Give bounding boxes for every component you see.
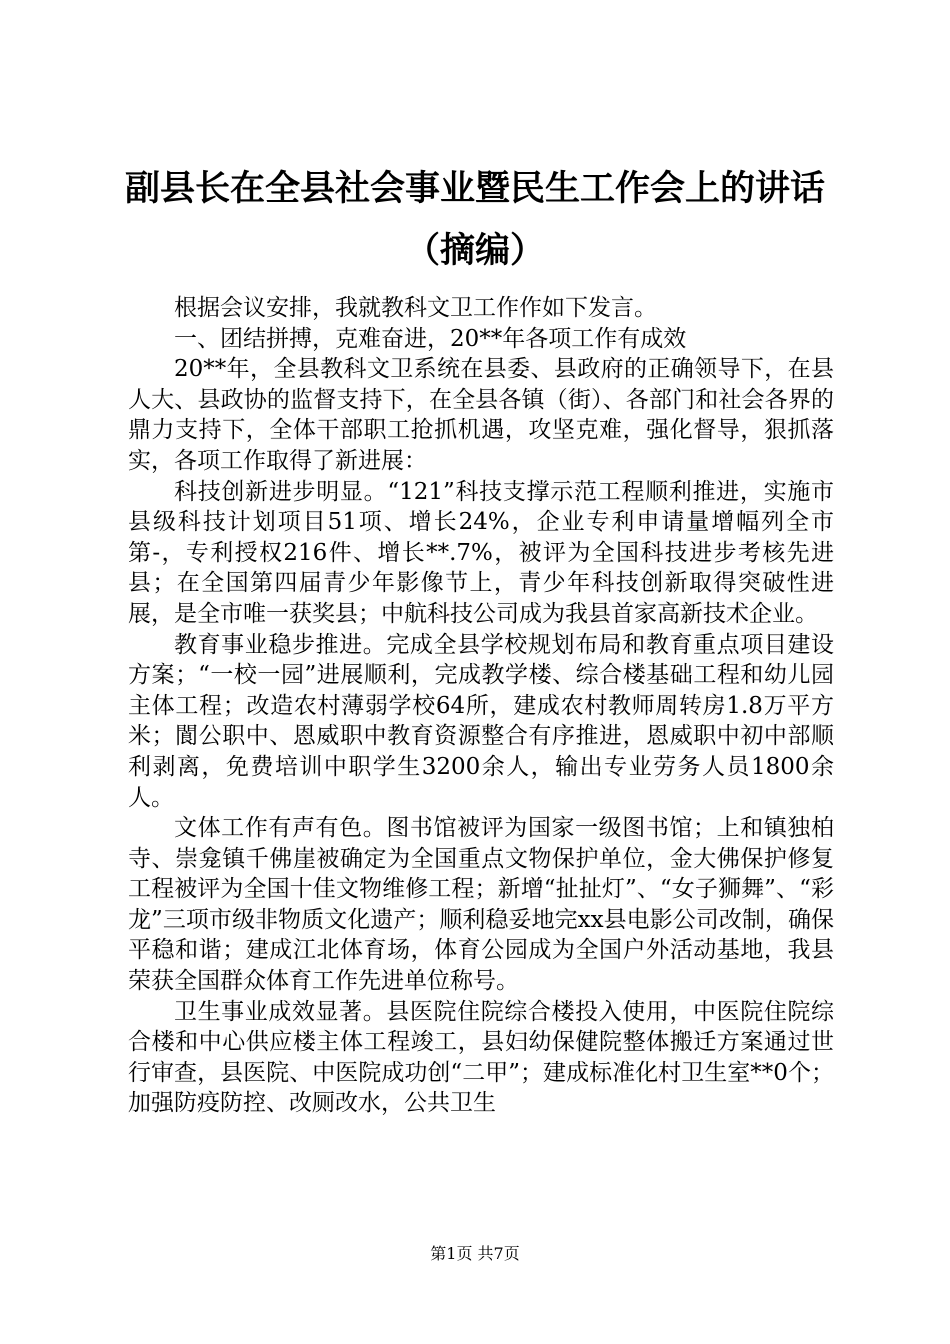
section-heading-1: 一、团结拼搏，克难奋进，20**年各项工作有成效 — [174, 325, 687, 352]
page-footer: 第1页 共7页 — [430, 1244, 520, 1263]
title-line-2: （摘编） — [404, 230, 545, 271]
document-title — [100, 158, 850, 282]
paragraph-science: 科技创新进步明显。“121”科技支撑示范工程顺利推进，实施市县级科技计划项目51项、增长24%，企业专利申请量增幅列全市第-，专利授权216件、增长**.7%，被评为全国科技进步考核先进县；在全国第四届青少年影像节上，青少年科技创新取得突破性进展，是全市唯一获奖县；中航科技公司成为我县首家高新技术企业。 — [128, 478, 834, 627]
document-body — [128, 293, 834, 1119]
paragraph-education: 教育事业稳步推进。完成全县学校规划布局和教育重点项目建设方案；“一校一园”进展顺利，完成教学楼、综合楼基础工程和幼儿园主体工程；改造农村薄弱学校64所，建成农村教师周转房1.8万平方米；閬公职中、恩威职中教育资源整合有序推进，恩威职中初中部顺利剥离，免费培训中职学生3200余人，输出专业劳务人员1800余人。 — [128, 631, 834, 811]
paragraph-health: 卫生事业成效显著。县医院住院综合楼投入使用，中医院住院综合楼和中心供应楼主体工程竣工，县妇幼保健院整体搬迁方案通过世行审查，县医院、中医院成功创“二甲”；建成标准化村卫生室**0个；加强防疫防控、改厕改水，公共卫生 — [128, 998, 834, 1117]
paragraph-intro: 根据会议安排，我就教科文卫工作作如下发言。 — [174, 295, 657, 321]
paragraph-culture-sports: 文体工作有声有色。图书馆被评为国家一级图书馆；上和镇独柏寺、崇龛镇千佛崖被确定为全国重点文物保护单位，金大佛保护修复工程被评为全国十佳文物维修工程；新增“扯扯灯”、“女子狮舞”、“彩龙”三项市级非物质文化遗产；顺利稳妥地完xx县电影公司改制，确保平稳和谐；建成江北体育场，体育公园成为全国户外活动基地，我县荣获全国群众体育工作先进单位称号。 — [128, 815, 834, 995]
paragraph-overview: 20**年，全县教科文卫系统在县委、县政府的正确领导下，在县人大、县政协的监督支持下，在全县各镇（街）、各部门和社会各界的鼎力支持下，全体干部职工抢抓机遇，攻坚克难，强化督导，狠抓落实，各项工作取得了新进展： — [128, 356, 834, 474]
title-line-1: 副县长在全县社会事业暨民生工作会上的讲话 — [124, 168, 825, 209]
